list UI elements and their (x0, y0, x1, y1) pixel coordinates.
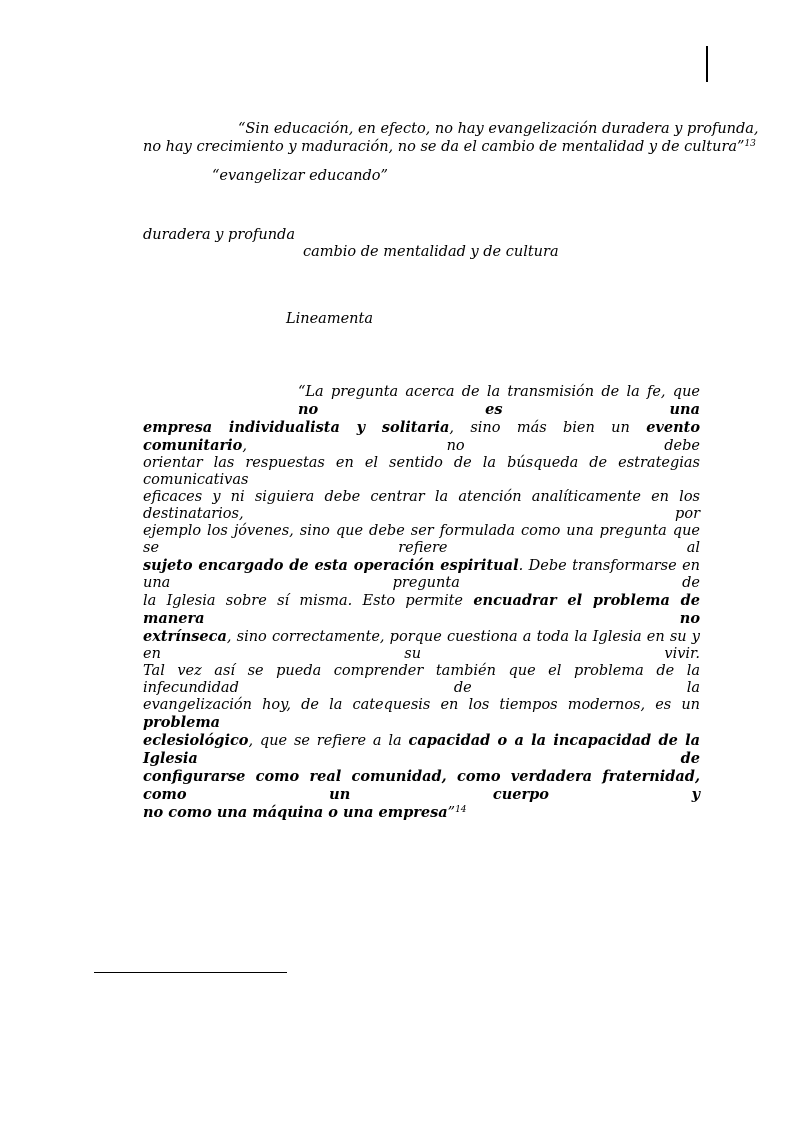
quote-2-line (143, 419, 700, 455)
quote-1-line-1: “Sin educación, en efecto, no hay evangelización duradera y profunda, (238, 121, 759, 137)
phrase-evangelizar-educando: “evangelizar educando” (212, 168, 388, 184)
quote-1-line-2 (143, 139, 756, 156)
phrase-duradera-profunda: duradera y profunda (143, 227, 295, 243)
quote-2-emphasis: encuadrar el problema de manera no (143, 592, 700, 627)
quote-2-emphasis: sujeto encargado de esta operación espiritual (143, 557, 519, 574)
quote-2-text: , que se refiere a la (248, 733, 409, 749)
quote-2-text: , no debe (242, 438, 700, 454)
quote-2-emphasis: extrínseca (143, 628, 227, 645)
quote-1-line-2-text: no hay crecimiento y maduración, no se da el cambio de mentalidad y de cultura” (143, 139, 745, 155)
quote-2-emphasis: capacidad o a la incapacidad de la Iglesia de (143, 732, 700, 767)
quote-2-line (143, 455, 700, 489)
quote-2-block (143, 384, 700, 822)
quote-2-line (143, 592, 700, 628)
quote-2-emphasis: problema (143, 714, 221, 731)
quote-2-text: “La pregunta acerca de la transmisión de la fe, que (298, 384, 700, 400)
quote-2-line (143, 697, 700, 732)
quote-2-text: , sino correctamente, porque cuestiona a toda la Iglesia en su y en su vivir. (143, 629, 700, 662)
quote-2-line (143, 768, 700, 804)
phrase-cambio-mentalidad: cambio de mentalidad y de cultura (303, 244, 559, 260)
quote-2-emphasis: eclesiológico (143, 732, 249, 749)
quote-2-text: ejemplo los jóvenes, sino que debe ser formulada como una pregunta que se refiere al (143, 523, 700, 556)
page-edge-marker (706, 46, 708, 82)
footnote-ref-14: 14 (455, 805, 467, 815)
quote-2-emphasis: empresa individualista y solitaria (143, 419, 450, 436)
quote-2-emphasis: no como una máquina o una empresa (143, 804, 448, 821)
quote-2-emphasis: configurarse como real comunidad, como verdadera fraternidad, como un cuerpo y (143, 768, 700, 803)
footnote-separator (94, 972, 287, 973)
quote-2-line (143, 804, 700, 822)
footnote-ref-13: 13 (744, 139, 756, 149)
quote-2-line (143, 557, 700, 592)
quote-2-text: la Iglesia sobre sí misma. Esto permite (143, 593, 474, 609)
quote-2-line (143, 628, 700, 663)
quote-2-text: evangelización hoy, de la catequesis en los tiempos modernos, es un (143, 697, 700, 713)
quote-2-line (143, 489, 700, 523)
quote-2-emphasis: no es una (298, 401, 700, 418)
quote-2-text: , sino más bien un (449, 420, 647, 436)
quote-2-emphasis: evento comunitario (143, 419, 700, 454)
quote-2-line (143, 663, 700, 697)
quote-2-text: Tal vez así se pueda comprender también que el problema de la infecundidad de la (143, 663, 700, 696)
quote-2-text: orientar las respuestas en el sentido de la búsqueda de estrategias comunicativas (143, 455, 700, 488)
quote-2-text: eficaces y ni siguiera debe centrar la atención analíticamente en los destinatarios, por (143, 489, 700, 522)
quote-2-line (143, 523, 700, 557)
phrase-lineamenta: Lineamenta (286, 311, 373, 327)
quote-2-text: ” (447, 805, 456, 821)
quote-2-line (143, 732, 700, 768)
quote-2-line (143, 384, 700, 419)
quote-2-text: . Debe transformarse en una pregunta de (143, 558, 700, 591)
